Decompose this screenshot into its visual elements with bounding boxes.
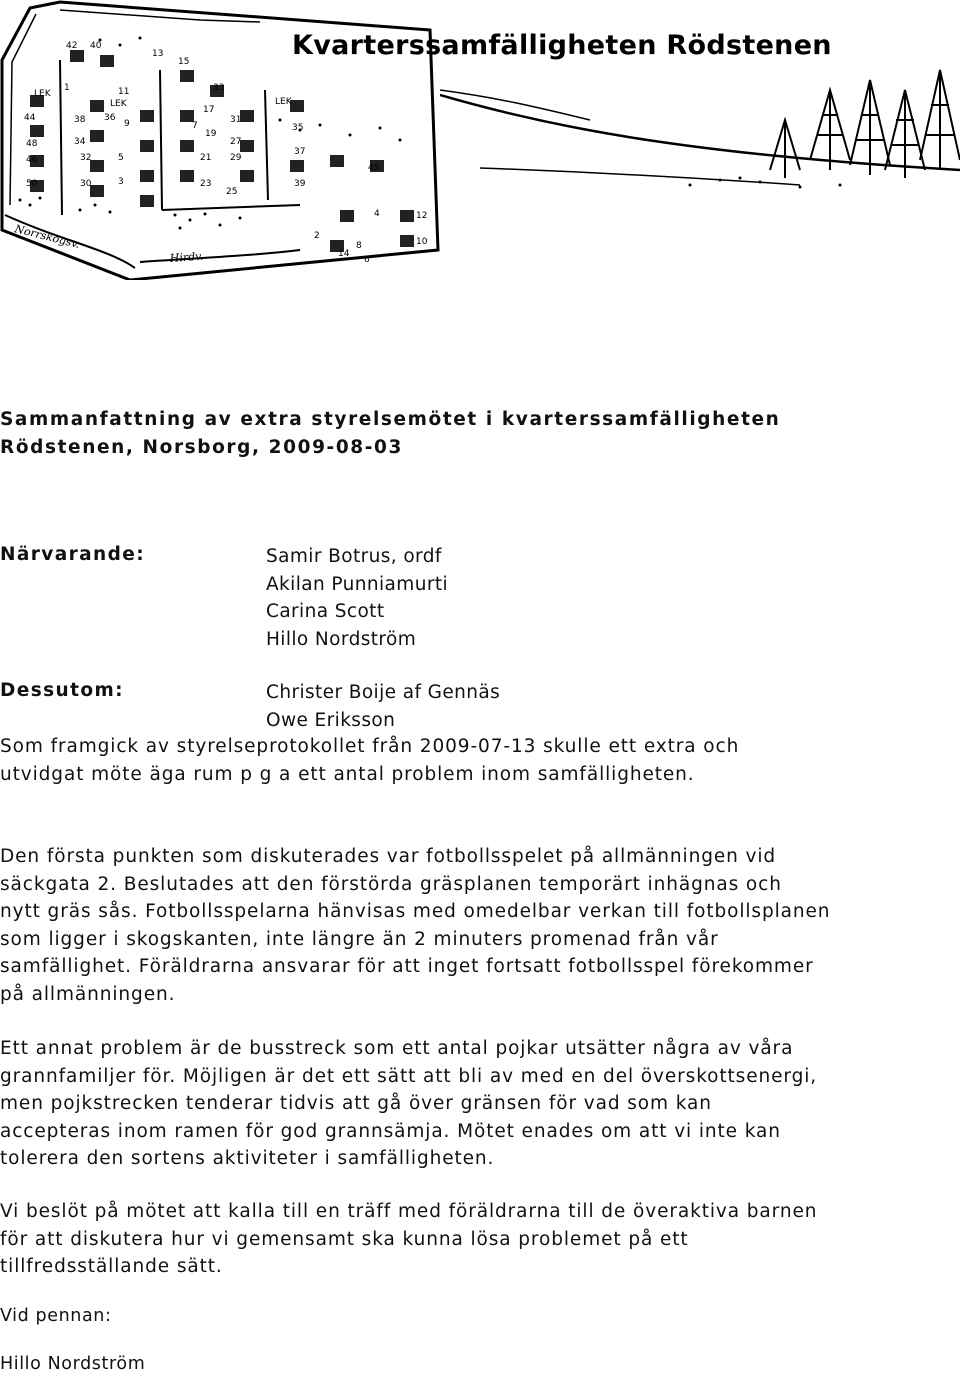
- text-line: nytt gräs sås. Fotbollsspelarna hänvisas med omedelbar verkan till fotbollsplanen: [0, 901, 831, 922]
- svg-text:6: 6: [364, 255, 370, 265]
- forest-illustration: [440, 60, 960, 260]
- svg-text:4: 4: [374, 209, 380, 219]
- text-line: Som framgick av styrelseprotokollet från 2009-07-13 skulle ett extra och: [0, 736, 740, 757]
- svg-text:23: 23: [200, 179, 212, 189]
- title-line: Sammanfattning av extra styrelsemötet i kvarterssamfälligheten: [0, 409, 781, 430]
- signature-label: Vid pennan:: [0, 1306, 112, 1326]
- svg-text:Hirdv.: Hirdv.: [169, 249, 204, 265]
- svg-text:40: 40: [90, 41, 102, 51]
- svg-text:45: 45: [368, 163, 380, 173]
- svg-text:35: 35: [292, 123, 304, 133]
- svg-text:19: 19: [205, 129, 217, 139]
- svg-text:5: 5: [118, 153, 124, 163]
- svg-text:48: 48: [26, 139, 38, 149]
- title-line: Rödstenen, Norsborg, 2009-08-03: [0, 437, 404, 458]
- svg-text:Norrskogsv.: Norrskogsv.: [13, 222, 82, 252]
- svg-text:50: 50: [26, 179, 38, 189]
- svg-text:29: 29: [230, 153, 242, 163]
- also-present-names: [266, 679, 500, 734]
- svg-text:30: 30: [80, 179, 92, 189]
- attendee-name: Akilan Punniamurti: [266, 573, 449, 595]
- paragraph-decision: [0, 1198, 940, 1281]
- present-names: [266, 543, 448, 653]
- svg-text:42: 42: [66, 41, 78, 51]
- text-line: säckgata 2. Beslutades att den förstörda gräsplanen temporärt inhägnas och: [0, 873, 782, 895]
- present-label: Närvarande:: [0, 544, 145, 565]
- svg-text:8: 8: [356, 241, 362, 251]
- text-line: Ett annat problem är de busstreck som ett antal pojkar utsätter några av våra: [0, 1038, 794, 1059]
- text-line: som ligger i skogskanten, inte längre än 2 minuters promenad från vår: [0, 928, 719, 950]
- text-line: men pojkstrecken tenderar tidvis att gå över gränsen för vad som kan: [0, 1093, 712, 1114]
- svg-text:33: 33: [213, 83, 225, 93]
- text-line: tillfredsställande sätt.: [0, 1256, 223, 1277]
- paragraph-pranks: [0, 1035, 940, 1173]
- svg-text:17: 17: [203, 105, 215, 115]
- svg-text:2: 2: [314, 231, 320, 241]
- text-line: samfällighet. Föräldrarna ansvarar för att inget fortsatt fotbollsspel förekommer: [0, 956, 814, 977]
- svg-text:21: 21: [200, 153, 212, 163]
- svg-text:3: 3: [118, 177, 124, 187]
- svg-text:10: 10: [416, 237, 428, 247]
- svg-text:1: 1: [64, 83, 70, 93]
- svg-text:LEK: LEK: [34, 89, 51, 99]
- svg-text:25: 25: [226, 187, 238, 197]
- svg-text:34: 34: [74, 137, 86, 147]
- attendee-name: Owe Eriksson: [266, 709, 396, 731]
- document-title: [0, 406, 900, 462]
- svg-text:14: 14: [338, 249, 350, 259]
- text-line: accepteras inom ramen för god grannsämja. Mötet enades om att vi inte kan: [0, 1120, 781, 1142]
- paragraph-intro: [0, 733, 940, 788]
- svg-text:27: 27: [230, 137, 242, 147]
- svg-text:7: 7: [192, 121, 198, 131]
- svg-text:39: 39: [294, 179, 306, 189]
- svg-text:15: 15: [178, 57, 190, 67]
- svg-text:46: 46: [26, 155, 38, 165]
- text-line: tolerera den sortens aktiviteter i samfälligheten.: [0, 1148, 495, 1169]
- svg-text:38: 38: [74, 115, 86, 125]
- text-line: Den första punkten som diskuterades var fotbollsspelet på allmänningen vid: [0, 846, 777, 867]
- text-line: utvidgat möte äga rum p g a ett antal problem inom samfälligheten.: [0, 763, 695, 785]
- svg-text:32: 32: [80, 153, 92, 163]
- association-name: Kvarterssamfälligheten Rödstenen: [292, 30, 832, 61]
- paragraph-football: [0, 843, 940, 1008]
- attendee-name: Hillo Nordström: [266, 628, 417, 650]
- also-present-label: Dessutom:: [0, 680, 124, 701]
- attendee-name: Carina Scott: [266, 601, 385, 622]
- text-line: Vi beslöt på mötet att kalla till en träff med föräldrarna till de överaktiva barnen: [0, 1201, 818, 1222]
- attendee-name: Samir Botrus, ordf: [266, 546, 442, 567]
- svg-text:36: 36: [104, 113, 116, 123]
- svg-text:9: 9: [124, 119, 130, 129]
- svg-text:37: 37: [294, 147, 306, 157]
- svg-text:13: 13: [152, 49, 164, 59]
- svg-text:LEK: LEK: [110, 99, 127, 109]
- svg-text:LEK: LEK: [275, 97, 292, 107]
- text-line: grannfamiljer för. Möjligen är det ett sätt att bli av med en del överskottsenergi,: [0, 1065, 818, 1087]
- text-line: för att diskutera hur vi gemensamt ska kunna lösa problemet på ett: [0, 1228, 689, 1250]
- attendee-name: Christer Boije af Gennäs: [266, 682, 501, 703]
- svg-text:31: 31: [230, 115, 242, 125]
- svg-text:12: 12: [416, 211, 428, 221]
- signature-name: Hillo Nordström: [0, 1354, 146, 1374]
- text-line: på allmänningen.: [0, 983, 176, 1005]
- svg-text:44: 44: [24, 113, 36, 123]
- svg-text:11: 11: [118, 87, 130, 97]
